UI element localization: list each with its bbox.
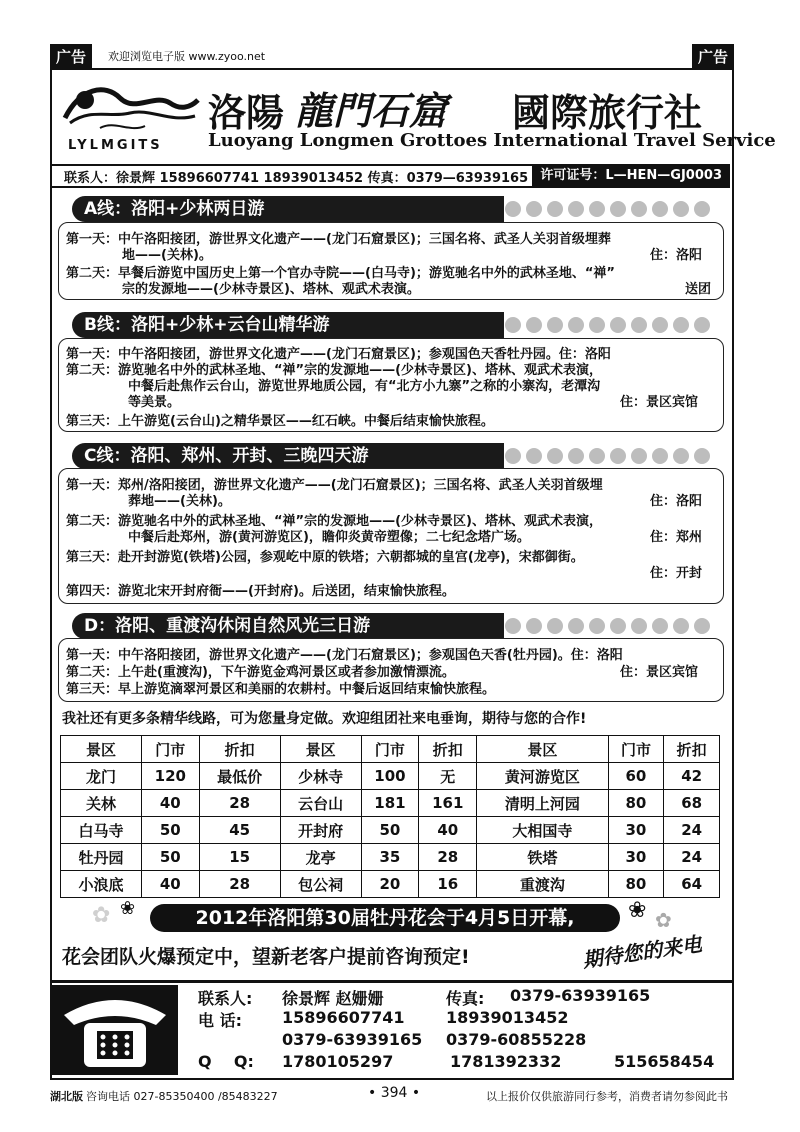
call-us-slogan: 期待您的来电 [581,931,704,973]
flower-icon: ✿ [655,908,672,932]
route-b-dots [505,317,710,333]
col-header: 门市 [608,736,664,763]
route-a-stay: 住：洛阳 [650,248,703,263]
route-d-line: 第二天：上午赴(重渡沟)，下午游览金鸡河景区或者参加激情漂流。 [66,665,455,680]
agency-cn-name-1: 洛陽 [208,90,285,135]
phone-panel [52,985,178,1075]
cell: 大相国寺 [477,817,608,844]
route-c-line: 第二天：游览驰名中外的武林圣地、“禅”宗的发源地——(少林寺景区)、塔林、观武术表演， [66,514,602,529]
divider [50,980,732,983]
cell: 黄河游览区 [477,763,608,790]
table-row [61,844,720,871]
flower-icon: ❀ [120,898,136,919]
cell: 28 [419,844,477,871]
cell: 80 [608,871,664,898]
cell: 40 [419,817,477,844]
route-b-line: 中餐后赴焦作云台山，游览世界地质公园，有“北方小九寨”之称的小寨沟，老潭沟 [128,379,601,394]
phone-number[interactable]: 0379-60855228 [446,1030,587,1049]
agency-en-name: Luoyang Longmen Grottoes International Travel Service [208,130,776,151]
qq-number[interactable]: 1781392332 [450,1052,562,1071]
route-c-line: 中餐后赴郑州，游(黄河游览区)，瞻仰炎黄帝塑像；二七纪念塔广场。 [128,530,530,545]
cell: 40 [141,871,199,898]
cell: 100 [361,763,419,790]
page-number: • 394 • [368,1085,421,1101]
browse-text[interactable]: 欢迎浏览电子版 www.zyoo.net [108,50,266,63]
route-a-stay: 送团 [685,282,712,297]
col-header: 门市 [361,736,419,763]
cell: 关林 [61,790,142,817]
cell: 161 [419,790,477,817]
cell: 50 [361,817,419,844]
cell: 小浪底 [61,871,142,898]
table-header-row [61,736,720,763]
route-b-stay: 住：景区宾馆 [620,395,699,410]
agency-cn-name-3: 國際旅行社 [512,90,703,135]
cell: 40 [141,790,199,817]
flower-icon: ❀ [628,898,647,923]
contact-names: 徐景辉 赵姗姗 [282,989,384,1008]
route-c-title: C线：洛阳、郑州、开封、三晚四天游 [72,443,504,469]
peony-fair-banner: 2012年洛阳第30届牡丹花会于4月5日开幕, [150,904,620,932]
route-a-line: 地——(关林)。 [122,248,212,263]
edition-label: 湖北版 [50,1090,83,1103]
cell: 24 [664,817,720,844]
route-c-dots [505,448,710,464]
route-a-line: 宗的发源地——(少林寺景区)、塔林、观武术表演。 [122,282,420,297]
license-number: 许可证号：L—HEN—GJ0003 [532,166,730,186]
table-row [61,763,720,790]
flower-icon: ✿ [92,903,111,928]
cell: 清明上河园 [477,790,608,817]
route-b-line: 第一天：中午洛阳接团，游世界文化遗产——(龙门石窟景区)；参观国色天香牡丹园。住：洛阳 [66,347,611,362]
contact-label: 联系人: [198,989,253,1008]
dragon-logo-icon [60,78,200,138]
qq-number[interactable]: 515658454 [614,1052,715,1071]
cell: 龙亭 [280,844,361,871]
cell: 35 [361,844,419,871]
table-row [61,871,720,898]
cell: 少林寺 [280,763,361,790]
route-b-title: B线：洛阳+少林+云台山精华游 [72,312,504,338]
route-a-dots [505,201,710,217]
route-b-line: 第三天：上午游览(云台山)之精华景区——红石峡。中餐后结束愉快旅程。 [66,414,494,429]
fax-number[interactable]: 0379-63939165 [510,986,651,1005]
route-c-line: 第一天：郑州/洛阳接团，游世界文化遗产——(龙门石窟景区)；三国名将、武圣人关羽首级埋 [66,478,603,493]
cell: 50 [141,844,199,871]
route-b-line: 第二天：游览驰名中外的武林圣地、“禅”宗的发源地——(少林寺景区)、塔林、观武术表演， [66,363,602,378]
cell: 64 [664,871,720,898]
cell: 68 [664,790,720,817]
route-c-stay: 住：郑州 [650,530,703,545]
logo-abbr: LYLMGITS [68,138,163,153]
cell: 120 [141,763,199,790]
col-header: 折扣 [419,736,477,763]
cell: 15 [199,844,280,871]
cell: 60 [608,763,664,790]
col-header: 折扣 [199,736,280,763]
booking-text: 花会团队火爆预定中，望新老客户提前咨询预定! [62,946,470,968]
fax-label: 传真: [446,989,485,1008]
cell: 181 [361,790,419,817]
phone-number[interactable]: 15896607741 [282,1008,405,1027]
agency-cn-name-2: 龍門石窟 [295,88,448,133]
col-header: 景区 [280,736,361,763]
hotline-text: 咨询电话 027-85350400 /85483227 [86,1090,278,1103]
table-row [61,817,720,844]
route-c-line: 第四天：游览北宋开封府衙——(开封府)。后送团，结束愉快旅程。 [66,584,455,599]
phone-number[interactable]: 18939013452 [446,1008,569,1027]
cell: 开封府 [280,817,361,844]
telephone-icon [52,985,178,1075]
ad-tag-left: 广告 [50,44,92,69]
route-d-line: 第一天：中午洛阳接团，游世界文化遗产——(龙门石窟景区)；参观国色天香(牡丹园)。住：洛阳 [66,648,623,663]
cell: 包公祠 [280,871,361,898]
contact-bar [52,164,730,188]
cell: 24 [664,844,720,871]
ad-tag-right: 广告 [692,44,734,69]
cell: 最低价 [199,763,280,790]
route-c-line: 葬地——(关林)。 [128,494,231,509]
contact-bar-text: 联系人：徐景辉 15896607741 18939013452 传真：0379—63939165 [64,171,529,186]
cell: 28 [199,790,280,817]
qq-label: Q Q: [198,1052,254,1071]
phone-number[interactable]: 0379-63939165 [282,1030,423,1049]
cell: 16 [419,871,477,898]
route-c-stay: 住：洛阳 [650,494,703,509]
cell: 30 [608,844,664,871]
col-header: 景区 [477,736,608,763]
cell: 云台山 [280,790,361,817]
cell: 28 [199,871,280,898]
col-header: 门市 [141,736,199,763]
price-table [60,735,720,898]
qq-number[interactable]: 1780105297 [282,1052,394,1071]
table-row [61,790,720,817]
cell: 无 [419,763,477,790]
cell: 30 [608,817,664,844]
cell: 20 [361,871,419,898]
promo-line: 我社还有更多条精华线路，可为您量身定做。欢迎组团社来电垂询，期待与您的合作! [62,711,587,727]
route-a-line: 第一天：中午洛阳接团，游世界文化遗产——(龙门石窟景区)；三国名将、武圣人关羽首级埋葬 [66,232,611,247]
col-header: 折扣 [664,736,720,763]
cell: 45 [199,817,280,844]
cell: 重渡沟 [477,871,608,898]
cell: 42 [664,763,720,790]
cell: 白马寺 [61,817,142,844]
phone-label: 电 话: [198,1011,242,1030]
route-a-line: 第二天：早餐后游览中国历史上第一个官办寺院——(白马寺)；游览驰名中外的武林圣地、“禅” [66,266,615,281]
route-b-line: 等美景。 [128,395,181,410]
route-a-title: A线：洛阳+少林两日游 [72,196,504,222]
route-d-dots [505,618,710,634]
route-c-line: 第三天：赴开封游览(铁塔)公园，参观屹中原的铁塔；六朝都城的皇宫(龙亭)，宋都御街。 [66,550,584,565]
route-d-stay: 住：景区宾馆 [620,665,699,680]
cell: 牡丹园 [61,844,142,871]
cell: 铁塔 [477,844,608,871]
col-header: 景区 [61,736,142,763]
disclaimer: 以上报价仅供旅游同行参考，消费者请勿参阅此书 [486,1090,728,1103]
cell: 80 [608,790,664,817]
route-d-title: D：洛阳、重渡沟休闲自然风光三日游 [72,613,504,639]
route-d-line: 第三天：早上游览滴翠河景区和美丽的农耕村。中餐后返回结束愉快旅程。 [66,682,496,697]
cell: 50 [141,817,199,844]
route-c-stay: 住：开封 [650,566,703,581]
cell: 龙门 [61,763,142,790]
